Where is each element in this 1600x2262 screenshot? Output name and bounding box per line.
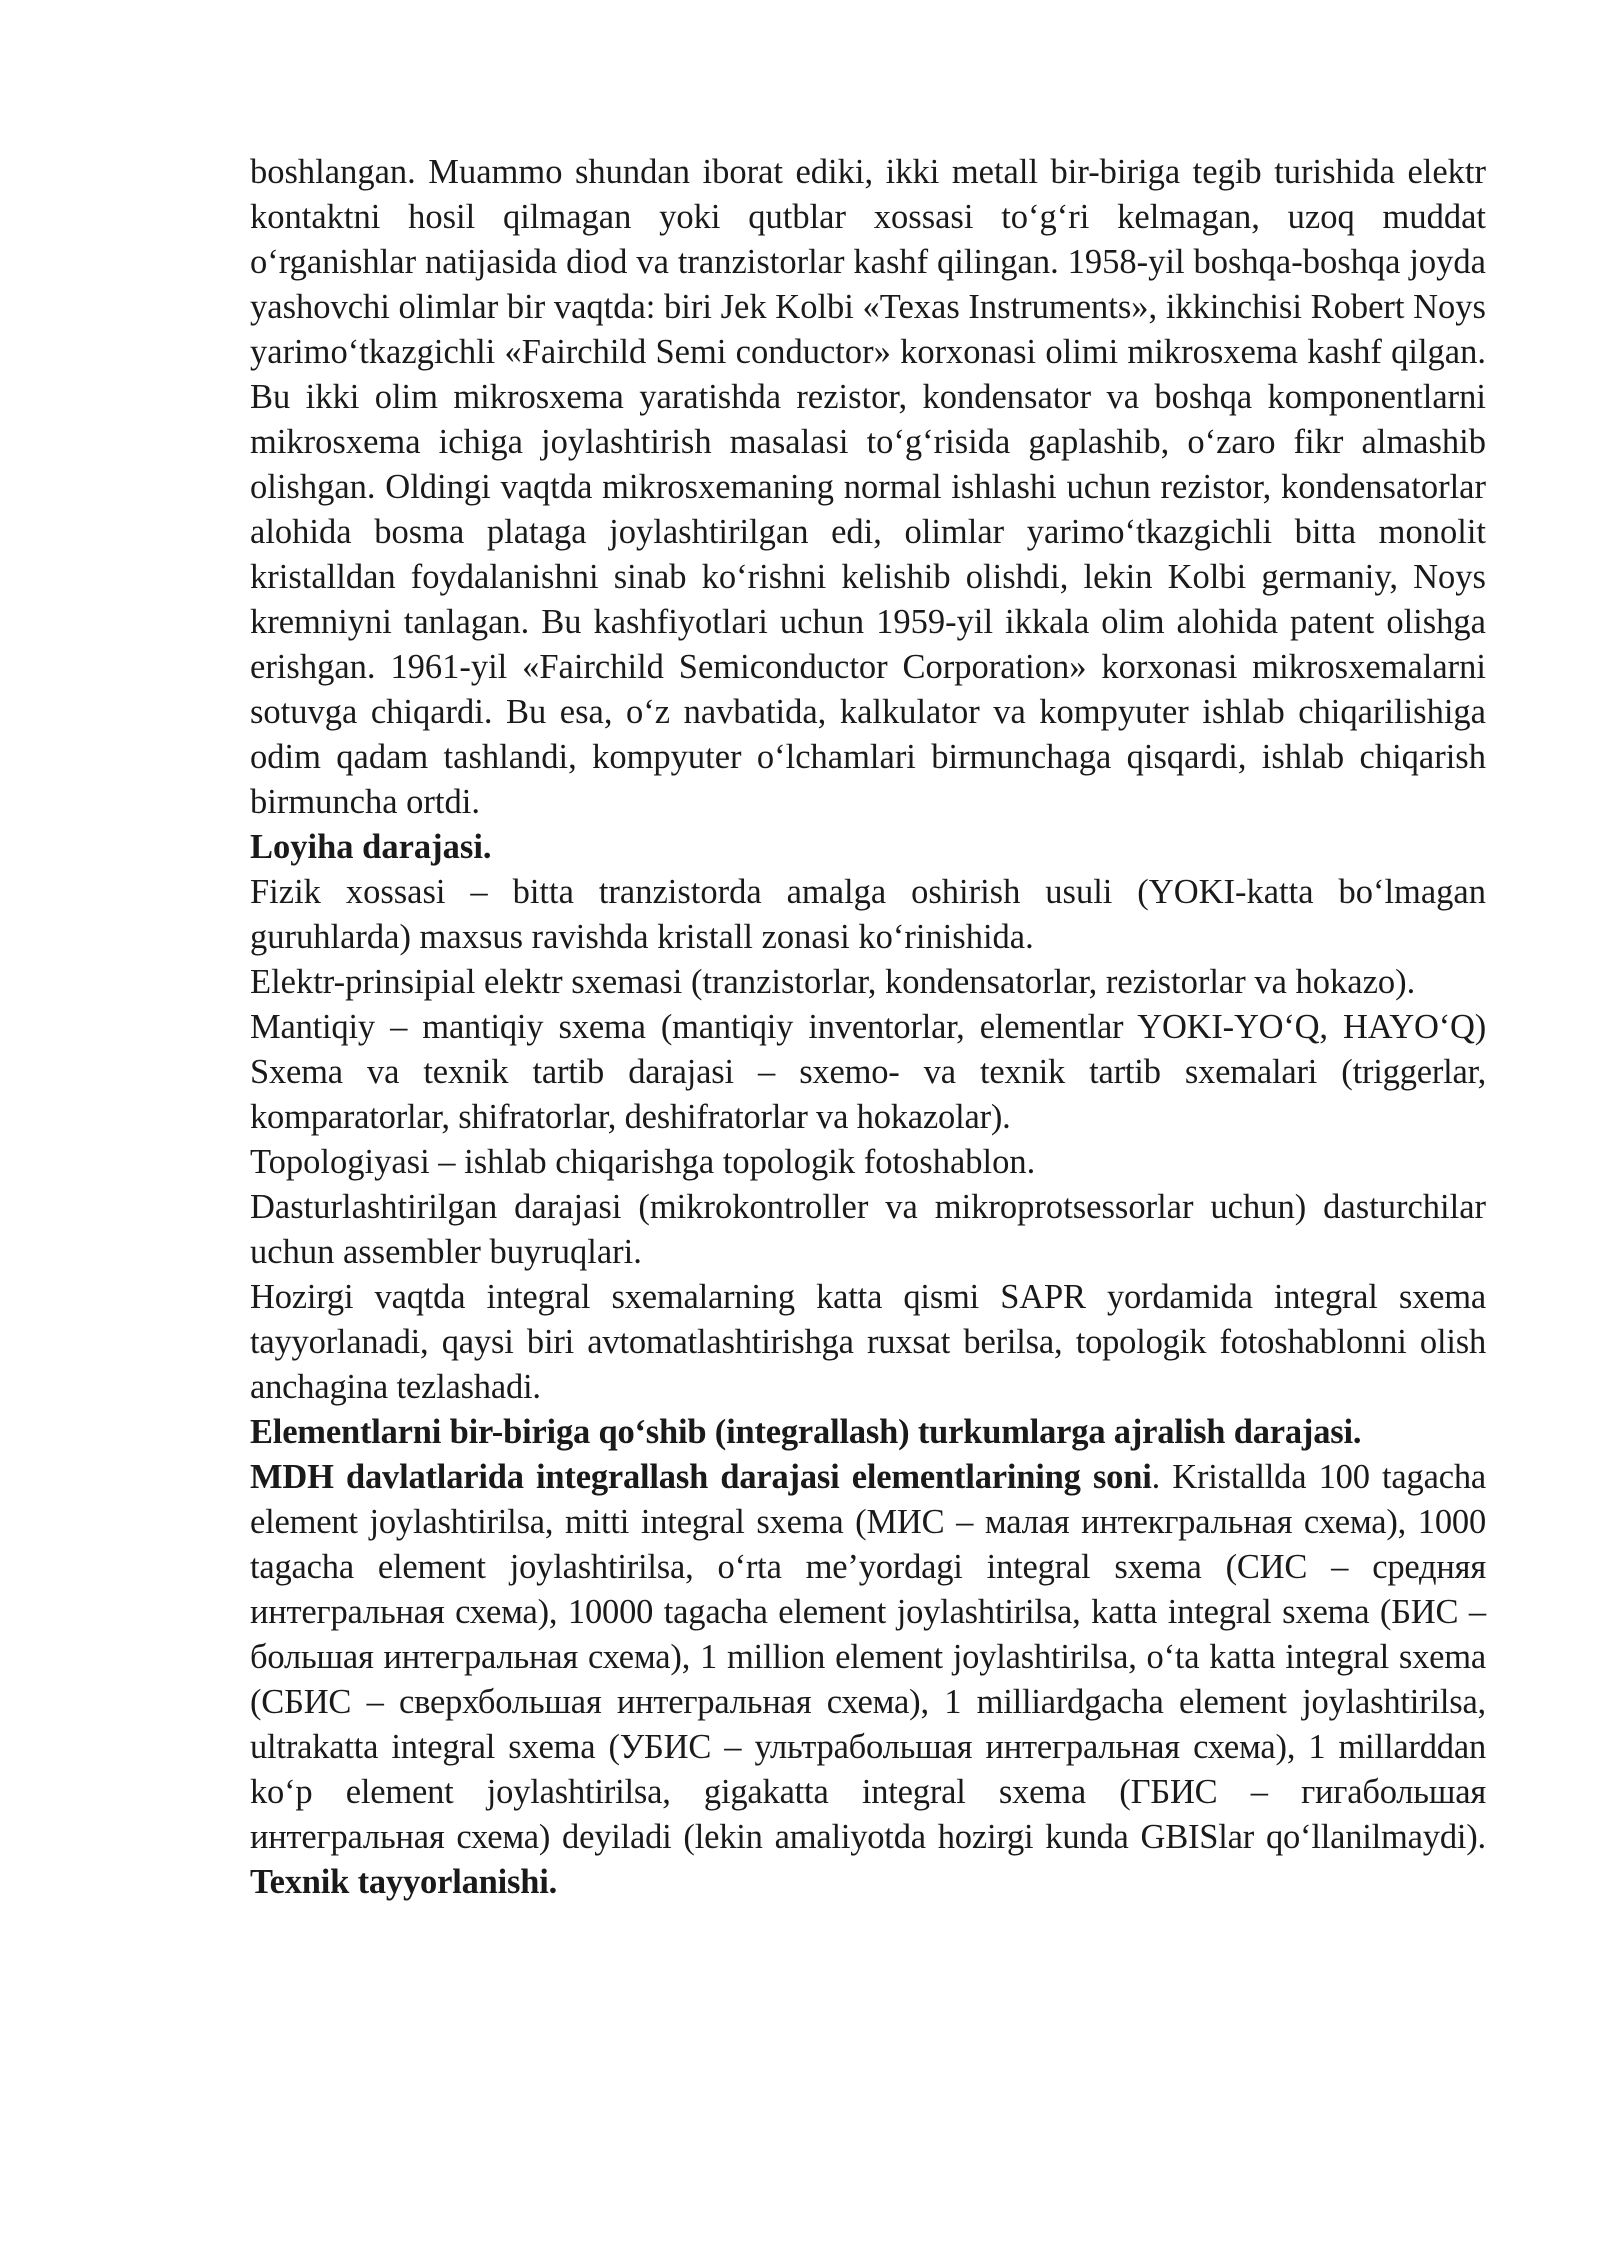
paragraph-electrical-schematic: Elektr-prinsipial elektr sxemasi (tranzistorlar, kondensatorlar, rezistorlar va hokazo). [250,963,1416,1001]
heading-project-level: Loyiha darajasi. [250,828,492,866]
integration-body-text: . Kristallda 100 tagacha element joylashtirilsa, mitti integral sxema (МИС – малая интекгральная схема), 1000 tagacha element joylashtirilsa, o‘rta me’yordagi integral sxema (СИС – средняя интегральная схема), 10000 tagacha element joylashtirilsa, katta integral sxema (БИС – большая интегральная схема), 1 million element joylashtirilsa, o‘ta katta integral sxema (СБИС – сверхбольшая интегральная схема), 1 milliardgacha element joylashtirilsa, ultrakatta integral sxema (УБИС – ультрабольшая интегральная схема), 1 millarddan ko‘p element joylashtirilsa, gigakatta integral sxema (ГБИС – гигабольшая интегральная схема) deyiladi (lekin amaliyotda hozirgi kunda GBISlar qo‘llanilmaydi). [250,1458,1486,1856]
document-page [250,150,1486,1905]
intro-paragraph: boshlangan. Muammo shundan iborat ediki, ikki metall bir-biriga tegib turishida elektr kontaktni hosil qilmagan yoki qutblar xossasi to‘g‘ri kelmagan, uzoq muddat o‘rganishlar natijasida diod va tranzistorlar kashf qilingan. 1958-yil boshqa-boshqa joyda yashovchi olimlar bir vaqtda: biri Jek Kolbi «Texas Instruments», ikkinchisi Robert Noys yarimo‘tkazgichli «Fairchild Semi conductor» korxonasi olimi mikrosxema kashf qilgan. Bu ikki olim mikrosxema yaratishda rezistor, kondensator va boshqa komponentlarni mikrosxema ichiga joylashtirish masalasi to‘g‘risida gaplashib, o‘zaro fikr almashib olishgan. Oldingi vaqtda mikrosxemaning normal ishlashi uchun rezistor, kondensatorlar alohida bosma plataga joylashtirilgan edi, olimlar yarimo‘tkazgichli bitta monolit kristalldan foydalanishni sinab ko‘rishni kelishib olishdi, lekin Kolbi germaniy, Noys kremniyni tanlagan. Bu kashfiyotlari uchun 1959-yil ikkala olim alohida patent olishga erishgan. 1961-yil «Fairchild Semiconductor Corporation» korxonasi mikrosxemalarni sotuvga chiqardi. Bu esa, o‘z navbatida, kalkulator va kompyuter ishlab chiqarilishiga odim qadam tashlandi, kompyuter o‘lchamlari birmunchaga qisqardi, ishlab chiqarish birmuncha ortdi. [250,153,1486,821]
paragraph-present-day: Hozirgi vaqtda integral sxemalarning katta qismi SAPR yordamida integral sxema tayyorlanadi, qaysi biri avtomatlashtirishga ruxsat berilsa, topologik fotoshablonni olish anchagina tezlashadi. [250,1278,1486,1406]
heading-mdh-integration: MDH davlatlarida integrallash darajasi elementlarining soni [250,1458,1152,1496]
paragraph-programmed-level: Dasturlashtirilgan darajasi (mikrokontroller va mikroprotsessorlar uchun) dasturchilar uchun assembler buyruqlari. [250,1188,1486,1271]
paragraph-topology: Topologiyasi – ishlab chiqarishga topologik fotoshablon. [250,1143,1036,1181]
heading-integration-levels: Elementlarni bir-biriga qo‘shib (integrallash) turkumlarga ajralish darajasi. [250,1413,1362,1451]
paragraph-integration-body [250,1455,1486,1905]
heading-technical-preparation: Texnik tayyorlanishi. [250,1863,558,1901]
paragraph-physical-property: Fizik xossasi – bitta tranzistorda amalga oshirish usuli (YOKI-katta bo‘lmagan guruhlarda) maxsus ravishda kristall zonasi ko‘rinishida. [250,873,1486,956]
paragraph-logical-scheme: Mantiqiy – mantiqiy sxema (mantiqiy inventorlar, elementlar YOKI-YO‘Q, HAYO‘Q) Sxema va texnik tartib darajasi – sxemo- va texnik tartib sxemalari (triggerlar, komparatorlar, shifratorlar, deshifratorlar va hokazolar). [250,1008,1486,1136]
